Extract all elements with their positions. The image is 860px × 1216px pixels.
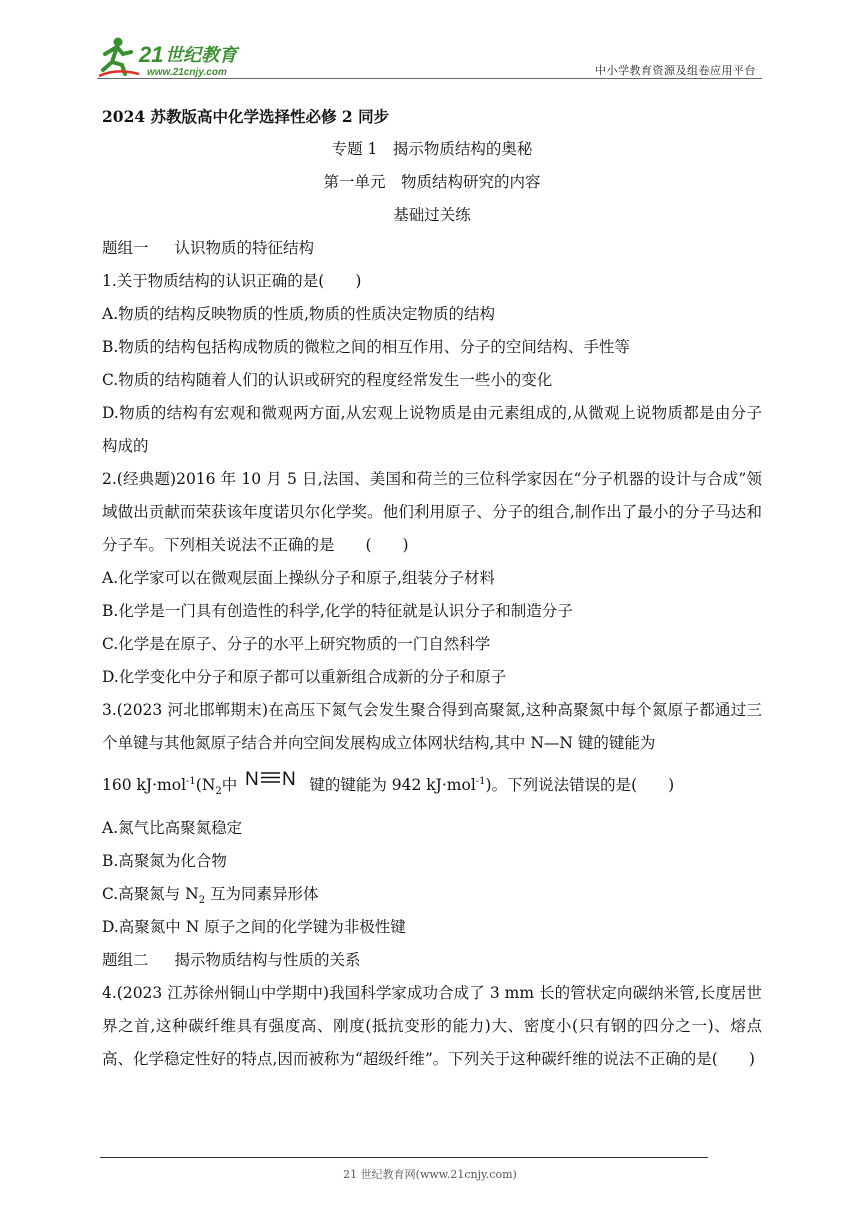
practice-heading: 基础过关练 <box>393 206 471 224</box>
question-3-formula-line <box>102 760 762 812</box>
unit-exponent-2: -1 <box>475 775 486 787</box>
unit-heading: 第一单元 物质结构研究的内容 <box>323 173 541 191</box>
group-name: 揭示物质结构与性质的关系 <box>174 951 361 969</box>
after-text: 键的键能为 942 kJ·mol <box>309 776 476 794</box>
page-footer: 21 世纪教育网(www.21cnjy.com) <box>343 1168 517 1181</box>
question-1-option-a: A.物质的结构反映物质的性质,物质的性质决定物质的结构 <box>102 305 496 323</box>
header-divider <box>97 78 762 79</box>
question-2-option-c: C.化学是在原子、分子的水平上研究物质的一门自然科学 <box>102 635 491 653</box>
document-body <box>102 100 762 1076</box>
question-1-option-b: B.物质的结构包括构成物质的微粒之间的相互作用、分子的空间结构、手性等 <box>102 338 630 356</box>
group-label: 题组一 <box>102 239 149 257</box>
page-header <box>97 34 762 82</box>
svg-text:世纪教育: 世纪教育 <box>165 45 237 66</box>
triple-bond-formula <box>245 760 297 808</box>
subscript-2: 2 <box>215 786 222 798</box>
group-label: 题组二 <box>102 951 149 969</box>
paren-n: (N <box>195 776 216 794</box>
svg-text:21: 21 <box>139 42 164 67</box>
option-c-post: 互为同素异形体 <box>205 885 319 903</box>
question-2-option-b: B.化学是一门具有创造性的科学,化学的特征就是认识分子和制造分子 <box>102 602 573 620</box>
mid-text: 中 <box>221 776 238 794</box>
question-2-option-d: D.化学变化中分子和原子都可以重新组合成新的分子和原子 <box>102 668 507 686</box>
question-3-option-d: D.高聚氮中 N 原子之间的化学键为非极性键 <box>102 918 406 936</box>
brand-logo <box>97 34 257 78</box>
group-heading-2 <box>102 944 762 977</box>
question-2-option-a: A.化学家可以在微观层面上操纵分子和原子,组装分子材料 <box>102 569 496 587</box>
question-3-option-a: A.氮气比高聚氮稳定 <box>102 819 243 837</box>
tail-text: )。下列说法错误的是( ) <box>485 776 675 794</box>
document-title: 2024 苏教版高中化学选择性必修 2 同步 <box>102 107 390 126</box>
question-3-option-c <box>102 878 762 911</box>
svg-text:N: N <box>282 769 297 789</box>
question-1-option-d: D.物质的结构有宏观和微观两方面,从宏观上说物质是由元素组成的,从微观上说物质都是由分子构成的 <box>102 404 762 455</box>
question-3-stem: 3.(2023 河北邯郸期末)在高压下氮气会发生聚合得到高聚氮,这种高聚氮中每个氮原子都通过三个单键与其他氮原子结合并向空间发展构成立体网状结构,其中 N—N 键的键能为 <box>102 701 762 752</box>
unit-exponent: -1 <box>186 775 196 787</box>
option-c-sub: 2 <box>198 895 206 907</box>
question-1-stem: 1.关于物质结构的认识正确的是( ) <box>102 272 362 290</box>
option-c-pre: C.高聚氮与 N <box>102 885 199 903</box>
svg-text:www.21cnjy.com: www.21cnjy.com <box>147 67 227 78</box>
group-heading-1 <box>102 232 762 265</box>
question-1-option-c: C.物质的结构随着人们的认识或研究的程度经常发生一些小的变化 <box>102 371 553 389</box>
question-3-option-b: B.高聚氮为化合物 <box>102 852 227 870</box>
question-4-stem: 4.(2023 江苏徐州铜山中学期中)我国科学家成功合成了 3 mm 长的管状定向碳纳米管,长度居世界之首,这种碳纤维具有强度高、刚度(抵抗变形的能力)大、密度小(只有钢的四分之一)、熔点高、化学稳定性好的特点,因而被称为“超级纤维”。下列关于这种碳纤维的说法不正确的是( ) <box>102 984 762 1068</box>
group-name: 认识物质的特征结构 <box>174 239 315 257</box>
header-platform-text: 中小学教育资源及组卷应用平台 <box>595 64 756 77</box>
footer-divider <box>100 1157 708 1158</box>
svg-text:N: N <box>245 769 260 789</box>
question-2-stem: 2.(经典题)2016 年 10 月 5 日,法国、美国和荷兰的三位科学家因在“分子机器的设计与合成”领域做出贡献而荣获该年度诺贝尔化学奖。他们利用原子、分子的组合,制作出了最小的分子马达和分子车。下列相关说法不正确的是 ( ) <box>102 470 762 554</box>
bond-energy-value: 160 kJ·mol <box>102 776 187 794</box>
topic-heading: 专题 1 揭示物质结构的奥秘 <box>331 140 533 158</box>
